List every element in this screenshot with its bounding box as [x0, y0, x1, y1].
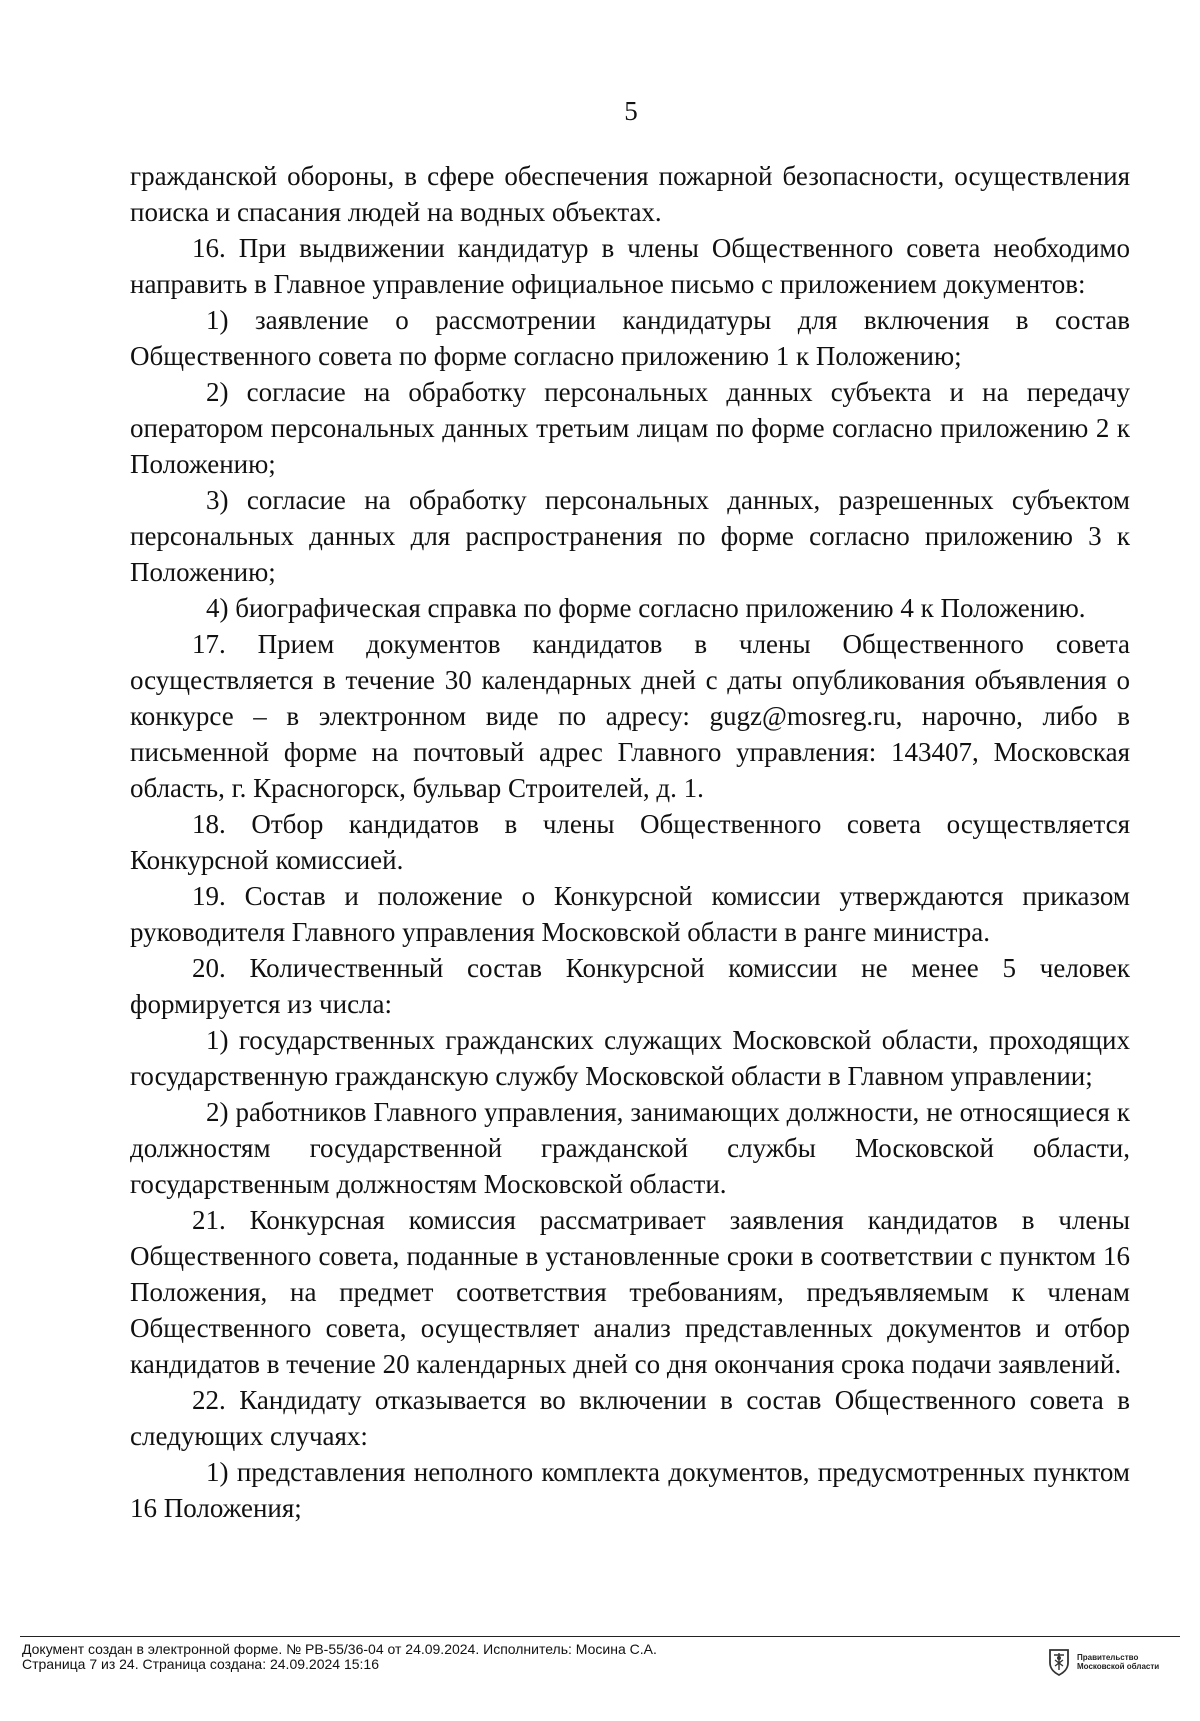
list-item: 3) согласие на обработку персональных данных, разрешенных субъектом персональных данных для распространения по форме согласно приложению 3 к Положению; [130, 485, 1130, 587]
list-item: 2) работников Главного управления, занимающих должности, не относящиеся к должностям государственной гражданской службы Московской области, государственным должностям Московской области. [130, 1097, 1130, 1199]
paragraph-19: 19. Состав и положение о Конкурсной комиссии утверждаются приказом руководителя Главного управления Московской области в ранге министра. [130, 881, 1130, 947]
logo-text-line-1: Правительство [1077, 1653, 1139, 1662]
paragraph-20: 20. Количественный состав Конкурсной комиссии не менее 5 человек формируется из числа: [130, 953, 1130, 1019]
paragraph-22: 22. Кандидату отказывается во включении в состав Общественного совета в следующих случаях: [130, 1385, 1130, 1451]
list-item: 1) государственных гражданских служащих Московской области, проходящих государственную гражданскую службу Московской области в Главном управлении; [130, 1025, 1130, 1091]
paragraph-17: 17. Прием документов кандидатов в члены Общественного совета осуществляется в течение 30 календарных дней с даты опубликования объявления о конкурсе – в электронном виде по адресу: gugz@mosreg.ru, нарочно, либо в письменной форме на почтовый адрес Главного управления: 143407, Московская область, г. Красногорск, бульвар Строителей, д. 1. [130, 629, 1130, 803]
list-item: 1) представления неполного комплекта документов, предусмотренных пунктом 16 Положения; [130, 1457, 1130, 1523]
footer-line-2: Страница 7 из 24. Страница создана: 24.09.2024 15:16 [22, 1656, 379, 1672]
document-body [130, 158, 1130, 1526]
footer-divider [20, 1636, 1180, 1637]
government-logo [1047, 1648, 1159, 1676]
paragraph-21: 21. Конкурсная комиссия рассматривает заявления кандидатов в члены Общественного совета, поданные в установленные сроки в соответствии с пунктом 16 Положения, на предмет соответствия требованиям, предъявляемым к членам Общественного совета, осуществляет анализ представленных документов и отбор кандидатов в течение 20 календарных дней со дня окончания срока подачи заявлений. [130, 1205, 1130, 1379]
paragraph: гражданской обороны, в сфере обеспечения пожарной безопасности, осуществления поиска и спасания людей на водных объектах. [130, 161, 1130, 227]
list-item: 4) биографическая справка по форме согласно приложению 4 к Положению. [206, 593, 1086, 623]
page-number: 5 [624, 96, 638, 126]
paragraph-18: 18. Отбор кандидатов в члены Общественного совета осуществляется Конкурсной комиссией. [130, 809, 1130, 875]
footer-line-1: Документ создан в электронной форме. № РВ-55/36-04 от 24.09.2024. Исполнитель: Мосина С.А. [22, 1641, 657, 1657]
list-item: 2) согласие на обработку персональных данных субъекта и на передачу оператором персональных данных третьим лицам по форме согласно приложению 2 к Положению; [130, 377, 1130, 479]
paragraph-16: 16. При выдвижении кандидатур в члены Общественного совета необходимо направить в Главное управление официальное письмо с приложением документов: [130, 233, 1130, 299]
footer-document-info [22, 1642, 657, 1672]
coat-of-arms-icon [1047, 1648, 1071, 1676]
list-item: 1) заявление о рассмотрении кандидатуры для включения в состав Общественного совета по форме согласно приложению 1 к Положению; [130, 305, 1130, 371]
logo-text-line-2: Московской области [1077, 1662, 1160, 1671]
